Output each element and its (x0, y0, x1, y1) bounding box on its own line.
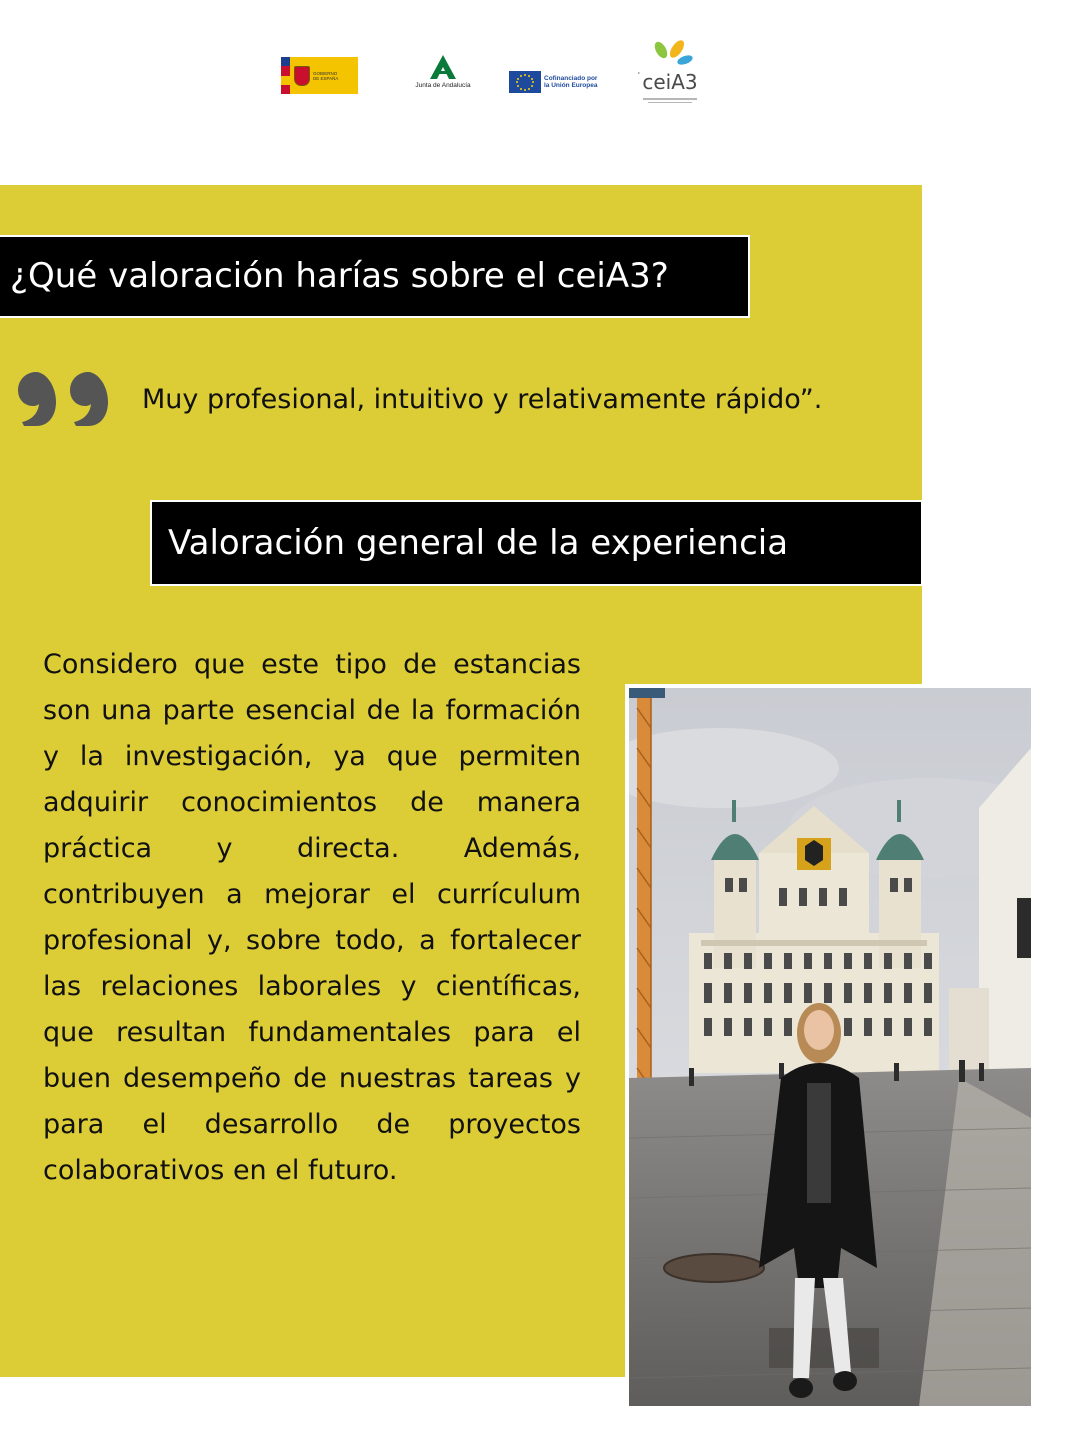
ceia3-logo (633, 40, 707, 110)
testimonial-quote: Muy profesional, intuitivo y relativamente rápido”. (142, 384, 823, 415)
question-banner (0, 235, 750, 318)
town-hall-photo (629, 688, 1031, 1406)
ceia3-subtitle-lines (643, 98, 697, 105)
coat-of-arms-icon (294, 66, 310, 86)
eu-logo-line2: la Unión Europea (544, 82, 598, 89)
logo-strip (0, 0, 1080, 150)
photo-frame (625, 684, 1035, 1410)
experience-paragraph: Considero que este tipo de estancias son una parte esencial de la formación y la investigación, ya que permiten adquirir conocimientos de manera práctica y directa. Además, contribuyen a mejorar el currículum profesional y, sobre todo, a fortalecer las relaciones laborales y científicas, que resultan fundamentales para el buen desempeño de nuestras tareas y para el desarrollo de proyectos colaborativos en el futuro. (43, 649, 581, 1186)
andalucia-logo-text: Junta de Andalucía (415, 82, 471, 89)
junta-andalucia-logo (408, 54, 478, 96)
eu-flag-icon (509, 71, 541, 93)
spain-logo-text: GOBIERNO DE ESPAÑA (313, 70, 339, 81)
spain-flag-icon (281, 57, 290, 94)
ceia3-logo-text: ceiA3 (642, 70, 698, 94)
quote-icon (18, 368, 112, 432)
question-title: ¿Qué valoración harías sobre el ceiA3? (10, 256, 669, 296)
ceia3-leaves-icon (633, 40, 707, 74)
section-heading-banner (150, 500, 923, 586)
section-heading: Valoración general de la experiencia (168, 523, 789, 563)
andalucia-a-icon (429, 54, 457, 80)
eu-cofinanced-logo (509, 70, 609, 94)
gobierno-espana-logo (281, 57, 358, 94)
eu-logo-line1: Cofinanciado por (544, 74, 598, 82)
